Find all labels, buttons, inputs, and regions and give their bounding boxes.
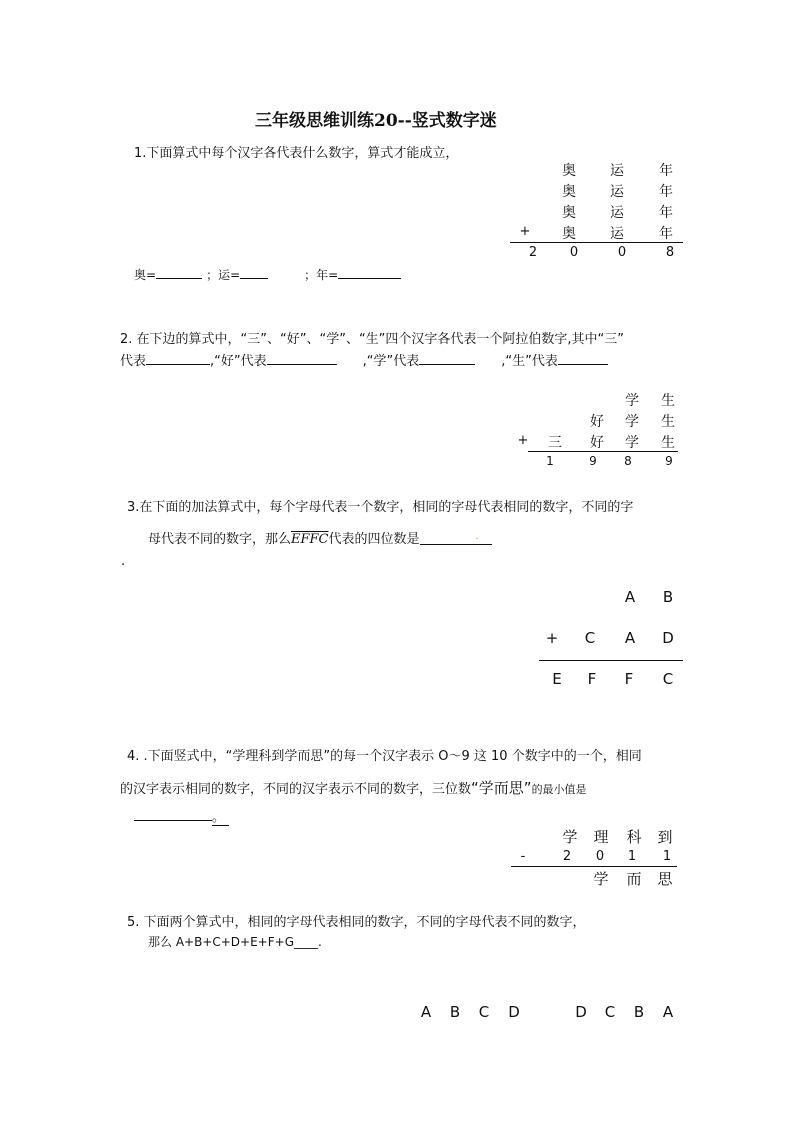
q1-r4-c3: 年	[659, 226, 673, 242]
q2-san-blank[interactable]	[146, 352, 210, 365]
q1-result-1: 2	[528, 245, 538, 260]
q2-sum-line	[528, 451, 678, 452]
q4-r2-c1: 2	[562, 849, 572, 864]
q4-r1-c3: 科	[626, 828, 642, 846]
q2-xue-blank[interactable]	[419, 352, 475, 365]
q3-operator: +	[545, 629, 559, 647]
q5-line2: 那么 A+B+C+D+E+F+G____.	[148, 935, 322, 949]
q1-r1-c2: 运	[610, 163, 624, 179]
q1-r2-c1: 奥	[562, 184, 576, 200]
q5-left-4: D	[508, 1003, 520, 1021]
q1-r2-c3: 年	[659, 184, 673, 200]
q3-r2-c3: D	[662, 629, 674, 647]
q2-r3-c2: 好	[590, 435, 604, 451]
q3-overline-term: EFFC	[291, 532, 329, 547]
q5-left-2: B	[449, 1003, 461, 1021]
q2-sheng-blank[interactable]	[558, 352, 608, 365]
q4-r2-c2: 0	[595, 849, 605, 864]
q4-answer-blank[interactable]	[134, 808, 212, 821]
q1-r4-c2: 运	[610, 226, 624, 242]
q2-xue-label: ,“学”代表	[362, 354, 420, 369]
q1-r1-c3: 年	[659, 163, 673, 179]
q3-line2	[148, 528, 492, 547]
q3-r1-c1: A	[624, 588, 636, 606]
q1-answer-ao-blank[interactable]	[156, 266, 202, 279]
q4-result-3: 思	[657, 870, 673, 888]
q2-r3-c4: 生	[661, 435, 675, 451]
page-title: 三年级思维训练20--竖式数字迷	[255, 111, 497, 131]
q3-line1: 3.在下面的加法算式中，每个字母代表一个数字，相同的字母代表相同的数字，不同的字	[127, 500, 634, 515]
q1-answer-nian-label: ；年=	[304, 268, 339, 282]
q4-r1-c2: 理	[593, 828, 609, 846]
q3-sum-line	[539, 660, 683, 661]
q4-answer-end: 。	[212, 810, 229, 826]
q3-r2-c1: C	[584, 629, 596, 647]
q4-result-2: 而	[626, 870, 642, 888]
q1-r4-c1: 奥	[562, 226, 576, 242]
q5-right-1: D	[575, 1003, 587, 1021]
q4-operator: -	[520, 849, 526, 864]
q1-operator: +	[519, 224, 531, 239]
q1-answer-nian-blank[interactable]	[338, 266, 401, 279]
q2-operator: +	[517, 433, 529, 448]
q4-result-1: 学	[593, 870, 609, 888]
q5-right-2: C	[604, 1003, 616, 1021]
q2-r2-c2: 学	[625, 414, 639, 430]
q3-result-1: E	[552, 670, 562, 688]
q2-r2-c3: 生	[661, 414, 675, 430]
q2-line1: 2. 在下边的算式中，“三”、“好”、“学”、“生”四个汉字各代表一个阿拉伯数字,其中“三”	[120, 332, 625, 347]
q1-r1-c1: 奥	[562, 163, 576, 179]
q2-r2-c1: 好	[590, 414, 604, 430]
q4-r1-c1: 学	[562, 828, 578, 846]
q3-answer-blank[interactable]: .	[420, 532, 492, 545]
q4-line2	[120, 777, 587, 798]
q2-hao-label: ,“好”代表	[210, 354, 267, 369]
q2-result-1: 1	[546, 454, 554, 468]
q1-result-4: 8	[665, 245, 675, 260]
q4-line2-b: 的最小值是	[531, 783, 587, 796]
q2-result-3: 8	[624, 454, 632, 468]
q4-quoted: “学而思”	[471, 779, 532, 797]
q3-line2-b: 代表的四位数是	[328, 532, 420, 547]
q2-r1-c1: 学	[625, 393, 639, 409]
q1-answer-yun-blank[interactable]	[240, 266, 268, 279]
q4-r2-c3: 1	[627, 849, 637, 864]
q3-r2-c2: A	[624, 629, 636, 647]
q1-answer-yun-label: ；运=	[206, 268, 241, 282]
q1-prompt: 1.下面算式中每个汉字各代表什么数字，算式才能成立，	[134, 146, 459, 161]
q2-line2	[120, 350, 608, 369]
q4-answer-line	[134, 806, 229, 825]
q4-r1-c4: 到	[657, 828, 673, 846]
q4-line2-a: 的汉字表示相同的数字，不同的汉字表示不同的数字，三位数	[120, 782, 472, 797]
q5-line1: 5. 下面两个算式中，相同的字母代表相同的数字，不同的字母代表不同的数字，	[127, 915, 586, 930]
q5-left-1: A	[420, 1003, 432, 1021]
q1-result-2: 0	[569, 245, 579, 260]
q5-right-4: A	[662, 1003, 674, 1021]
q4-line1: 4. .下面竖式中，“学理科到学而思”的每一个汉字表示 O～9 这 10 个数字中的一个，相同	[127, 749, 642, 764]
q5-left-3: C	[478, 1003, 490, 1021]
q1-result-3: 0	[617, 245, 627, 260]
q1-answer-line	[134, 266, 401, 283]
q4-r2-c4: 1	[662, 849, 672, 864]
q3-result-3: F	[624, 670, 634, 688]
q3-stray-dot: .	[121, 554, 126, 569]
q2-hao-blank[interactable]	[267, 352, 337, 365]
q5-right-3: B	[633, 1003, 645, 1021]
q3-line2-a: 母代表不同的数字，那么	[148, 532, 292, 547]
q2-r3-c1: 三	[548, 435, 562, 451]
q1-sum-line	[510, 242, 683, 243]
q2-san-label: 代表	[120, 354, 147, 369]
q4-diff-line	[511, 866, 677, 867]
q1-r3-c3: 年	[659, 205, 673, 221]
q3-result-4: C	[662, 670, 674, 688]
q1-r3-c2: 运	[610, 205, 624, 221]
q2-result-4: 9	[665, 454, 673, 468]
q2-result-2: 9	[589, 454, 597, 468]
q3-r1-c2: B	[662, 588, 674, 606]
q3-result-2: F	[587, 670, 597, 688]
q1-r2-c2: 运	[610, 184, 624, 200]
q1-r3-c1: 奥	[562, 205, 576, 221]
q2-sheng-label: ,“生”代表	[501, 354, 558, 369]
q2-r3-c3: 学	[625, 435, 639, 451]
q2-r1-c2: 生	[661, 393, 675, 409]
q1-answer-ao-label: 奥=	[134, 268, 157, 282]
